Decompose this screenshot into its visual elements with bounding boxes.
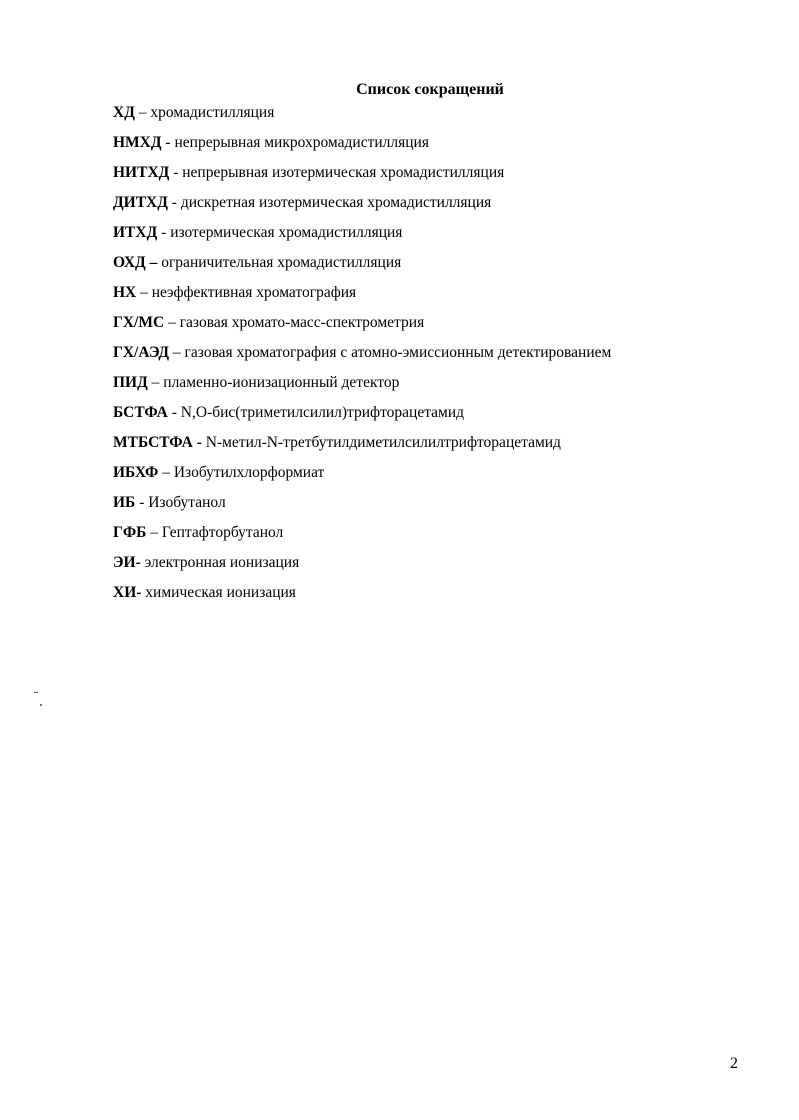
abbreviation-definition: непрерывная изотермическая хромадистилляция: [182, 164, 505, 181]
abbreviation-definition: дискретная изотермическая хромадистилляция: [180, 194, 492, 211]
abbreviation-term: БСТФА: [113, 404, 168, 421]
abbreviation-definition: непрерывная микрохромадистилляция: [174, 134, 429, 151]
entry-separator: –: [169, 344, 185, 361]
entry-separator: -: [161, 134, 175, 151]
abbreviation-term: ПИД: [113, 374, 148, 391]
abbreviation-definition: N-метил-N-третбутилдиметилсилилтрифторацетамид: [205, 434, 561, 451]
abbreviation-term: ХИ-: [113, 584, 142, 601]
abbreviation-entry: [113, 521, 611, 551]
abbreviation-term: НИТХД: [113, 164, 170, 181]
abbreviation-entry: [113, 251, 611, 281]
abbreviation-definition: газовая хроматография с атомно-эмиссионным детектированием: [184, 344, 612, 361]
abbreviation-entry: [113, 191, 611, 221]
abbreviation-entry: [113, 581, 611, 611]
abbreviation-term: ИБХФ: [113, 464, 159, 481]
entry-separator: -: [135, 494, 149, 511]
abbreviation-entry: [113, 281, 611, 311]
abbreviation-definition: газовая хромато-масс-спектрометрия: [179, 314, 425, 331]
entry-separator: –: [146, 524, 162, 541]
abbreviation-entry: [113, 131, 611, 161]
entry-separator: -: [169, 164, 183, 181]
abbreviation-entry: [113, 461, 611, 491]
abbreviation-term: ИБ: [113, 494, 136, 511]
entry-separator: –: [158, 464, 174, 481]
abbreviation-definition: Гептафторбутанол: [161, 524, 284, 541]
abbreviation-term: ОХД –: [113, 254, 158, 271]
abbreviation-entry: [113, 101, 611, 131]
abbreviation-definition: электронная ионизация: [144, 554, 300, 571]
abbreviation-term: ЭИ-: [113, 554, 141, 571]
abbreviation-entry: [113, 491, 611, 521]
abbreviation-entry: [113, 341, 611, 371]
abbreviation-entry: [113, 401, 611, 431]
abbreviation-definition: N,O-бис(триметилсилил)трифторацетамид: [180, 404, 465, 421]
abbreviation-term: ГХ/МС: [113, 314, 165, 331]
abbreviation-term: НМХД: [113, 134, 162, 151]
entry-separator: -: [167, 404, 181, 421]
abbreviation-list: [113, 101, 611, 611]
abbreviation-definition: хромадистилляция: [150, 104, 275, 121]
entry-separator: –: [164, 314, 180, 331]
abbreviation-entry: [113, 161, 611, 191]
scan-artifact-dot: [40, 704, 42, 706]
entry-separator: –: [134, 104, 151, 121]
page-title: Список сокращений: [356, 81, 504, 98]
abbreviation-term: ГФБ: [113, 524, 147, 541]
abbreviation-term: НХ: [113, 284, 137, 301]
abbreviation-entry: [113, 311, 611, 341]
abbreviation-definition: изотермическая хромадистилляция: [170, 224, 403, 241]
abbreviation-definition: пламенно-ионизационный детектор: [163, 374, 400, 391]
abbreviation-term: ДИТХД: [113, 194, 168, 211]
abbreviation-definition: неэффективная хроматография: [151, 284, 357, 301]
entry-separator: –: [136, 284, 152, 301]
abbreviation-entry: [113, 221, 611, 251]
entry-separator: –: [147, 374, 164, 391]
abbreviation-definition: химическая ионизация: [145, 584, 296, 601]
entry-separator: -: [167, 194, 181, 211]
abbreviation-entry: [113, 431, 611, 461]
abbreviation-definition: Изобутанол: [148, 494, 226, 511]
page-number: 2: [730, 1055, 738, 1072]
abbreviation-term: ИТХД: [113, 224, 158, 241]
abbreviation-term: МТБСТФА -: [113, 434, 202, 451]
abbreviation-entry: [113, 551, 611, 581]
abbreviation-entry: [113, 371, 611, 401]
abbreviation-term: ГХ/АЭД: [113, 344, 170, 361]
abbreviation-term: ХД: [113, 104, 135, 121]
abbreviation-definition: Изобутилхлорформиат: [173, 464, 325, 481]
scan-artifact-mark: [34, 692, 38, 693]
entry-separator: -: [157, 224, 171, 241]
abbreviation-definition: ограничительная хромадистилляция: [161, 254, 402, 271]
